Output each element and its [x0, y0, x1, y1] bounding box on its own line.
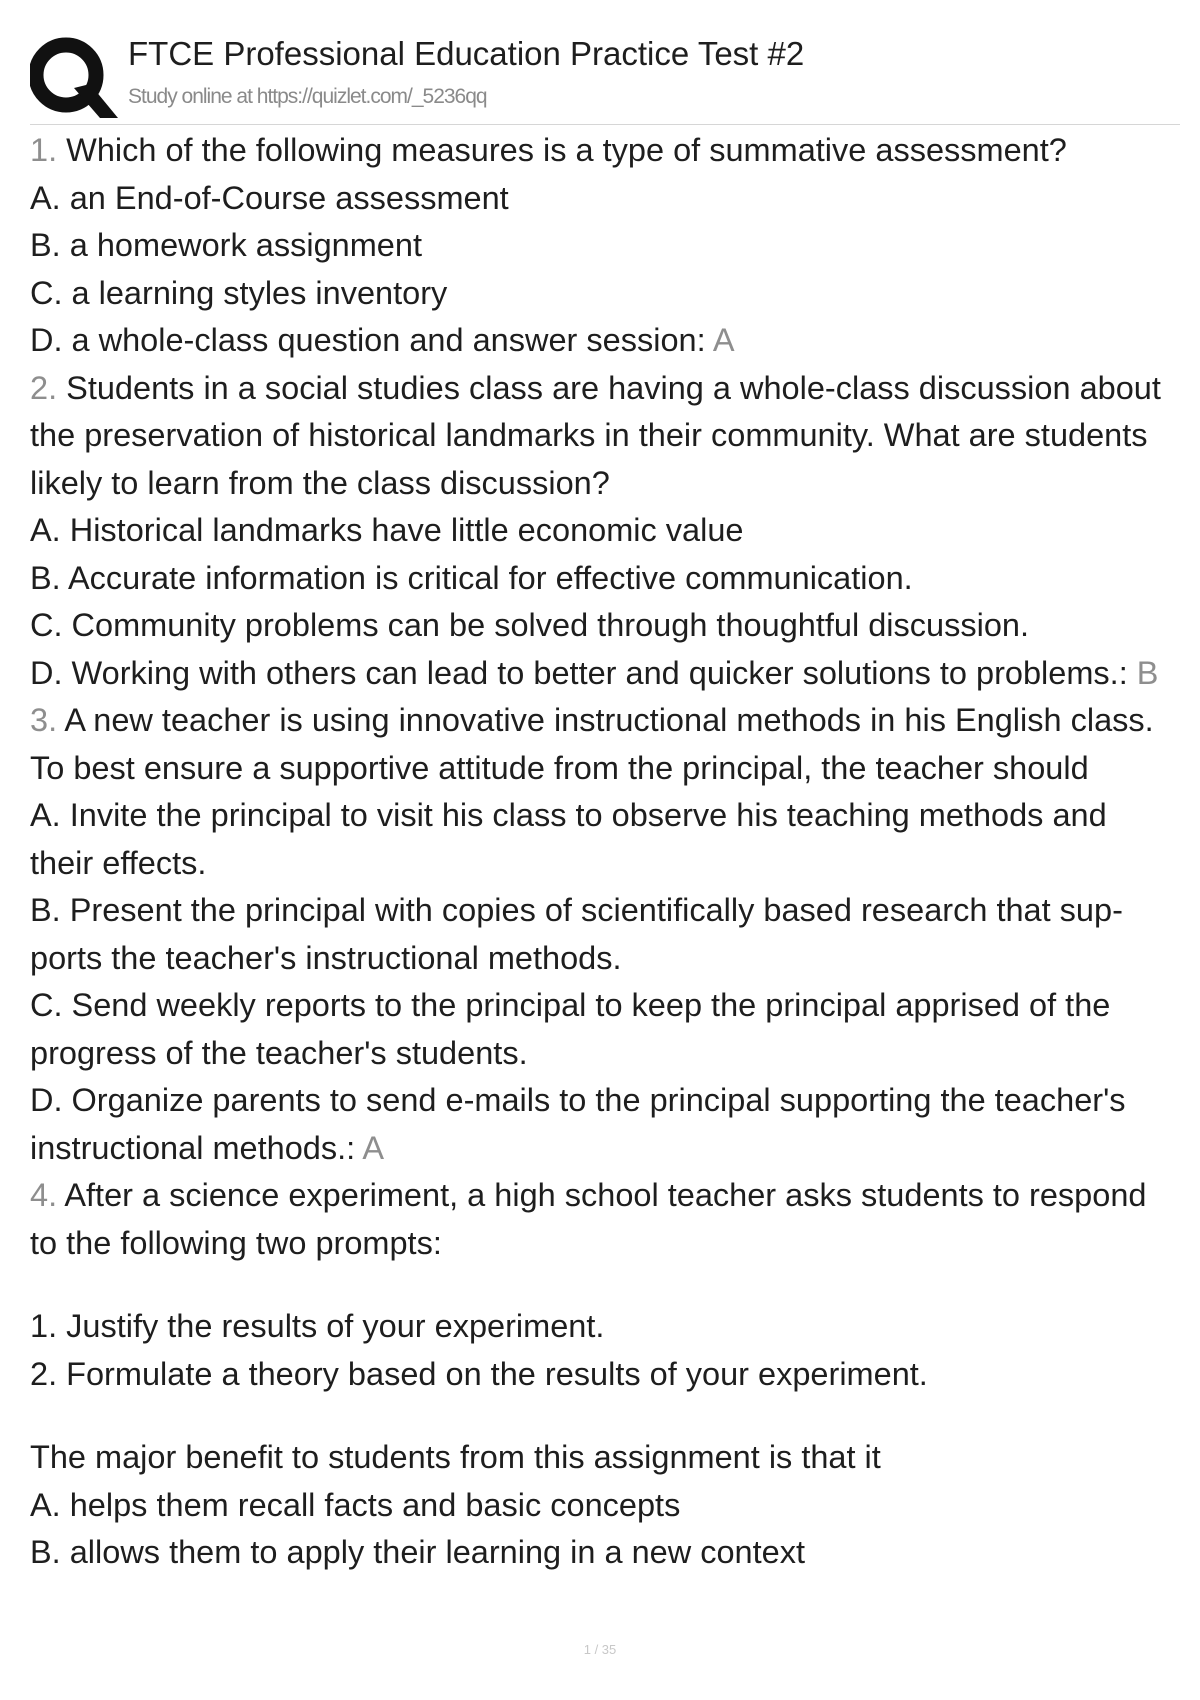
question-4-prompt: 4. After a science experiment, a high school teacher asks students to respond [30, 1177, 1147, 1213]
question-4-option-b: B. allows them to apply their learning in a new context [30, 1534, 806, 1570]
question-3-option-c: C. Send weekly reports to the principal to keep the principal apprised of the [30, 987, 1111, 1023]
question-4-stem: The major benefit to students from this assignment is that it [30, 1439, 881, 1475]
question-number: 2. [30, 369, 58, 406]
question-number: 1. [30, 132, 58, 168]
question-4-prompt-item-1: 1. Justify the results of your experiment. [30, 1308, 605, 1344]
question-4-prompt-line: to the following two prompts: [30, 1224, 442, 1261]
question-2-answer: B [1136, 654, 1159, 691]
page-number: 1 / 35 [583, 1642, 617, 1657]
study-online-link-text: Study online at https://quizlet.com/_5236qq [128, 85, 487, 108]
question-4-prompt-item-2: 2. Formulate a theory based on the results of your experiment. [30, 1355, 928, 1392]
question-3-option-b: B. Present the principal with copies of scientifically based research that sup- [30, 892, 1123, 928]
question-3-option-a-cont: their effects. [30, 844, 207, 881]
question-2-prompt: 2. Students in a social studies class are having a whole-class discussion about [30, 369, 1161, 406]
question-1-prompt: 1. Which of the following measures is a type of summative assessment? [30, 132, 1067, 168]
question-3-option-b-cont: ports the teacher's instructional methods. [30, 939, 622, 976]
quizlet-q-logo-icon [30, 32, 140, 128]
question-2-prompt-line: likely to learn from the class discussion? [30, 464, 610, 501]
question-1-answer: A [712, 322, 735, 358]
header-divider [30, 124, 1180, 125]
question-2 [30, 365, 1190, 698]
question-2-option-d: D. Working with others can lead to better and quicker solutions to problems.: B [30, 654, 1159, 691]
question-3-prompt-line: To best ensure a supportive attitude from the principal, the teacher should [30, 749, 1089, 786]
questions-list [30, 127, 1190, 1577]
question-2-prompt-line: the preservation of historical landmarks in their community. What are students [30, 417, 1148, 453]
question-3-option-c-cont: progress of the teacher's students. [30, 1034, 528, 1071]
question-3 [30, 697, 1190, 1172]
paragraph-gap [30, 1398, 1190, 1434]
question-3-option-d: D. Organize parents to send e-mails to the principal supporting the teacher's [30, 1082, 1126, 1118]
question-3-answer: A [362, 1129, 385, 1166]
question-1-option-a: A. an End-of-Course assessment [30, 179, 509, 216]
question-3-option-a: A. Invite the principal to visit his class to observe his teaching methods and [30, 797, 1107, 833]
question-2-option-c: C. Community problems can be solved through thoughtful discussion. [30, 607, 1029, 643]
question-number: 3. [30, 702, 58, 738]
question-3-option-d-cont: instructional methods.: A [30, 1129, 385, 1166]
question-number: 4. [30, 1177, 58, 1213]
question-2-option-b: B. Accurate information is critical for effective communication. [30, 559, 913, 596]
question-4-option-a: A. helps them recall facts and basic concepts [30, 1486, 681, 1523]
question-2-option-a: A. Historical landmarks have little economic value [30, 512, 744, 548]
question-3-prompt: 3. A new teacher is using innovative instructional methods in his English class. [30, 702, 1154, 738]
question-1 [30, 127, 1190, 365]
question-4 [30, 1172, 1190, 1577]
question-1-option-b: B. a homework assignment [30, 227, 422, 263]
question-1-option-d: D. a whole-class question and answer session: A [30, 322, 735, 358]
question-1-option-c: C. a learning styles inventory [30, 274, 448, 311]
document-title: FTCE Professional Education Practice Test #2 [128, 35, 805, 72]
paragraph-gap [30, 1267, 1190, 1303]
document-header [30, 26, 1180, 126]
